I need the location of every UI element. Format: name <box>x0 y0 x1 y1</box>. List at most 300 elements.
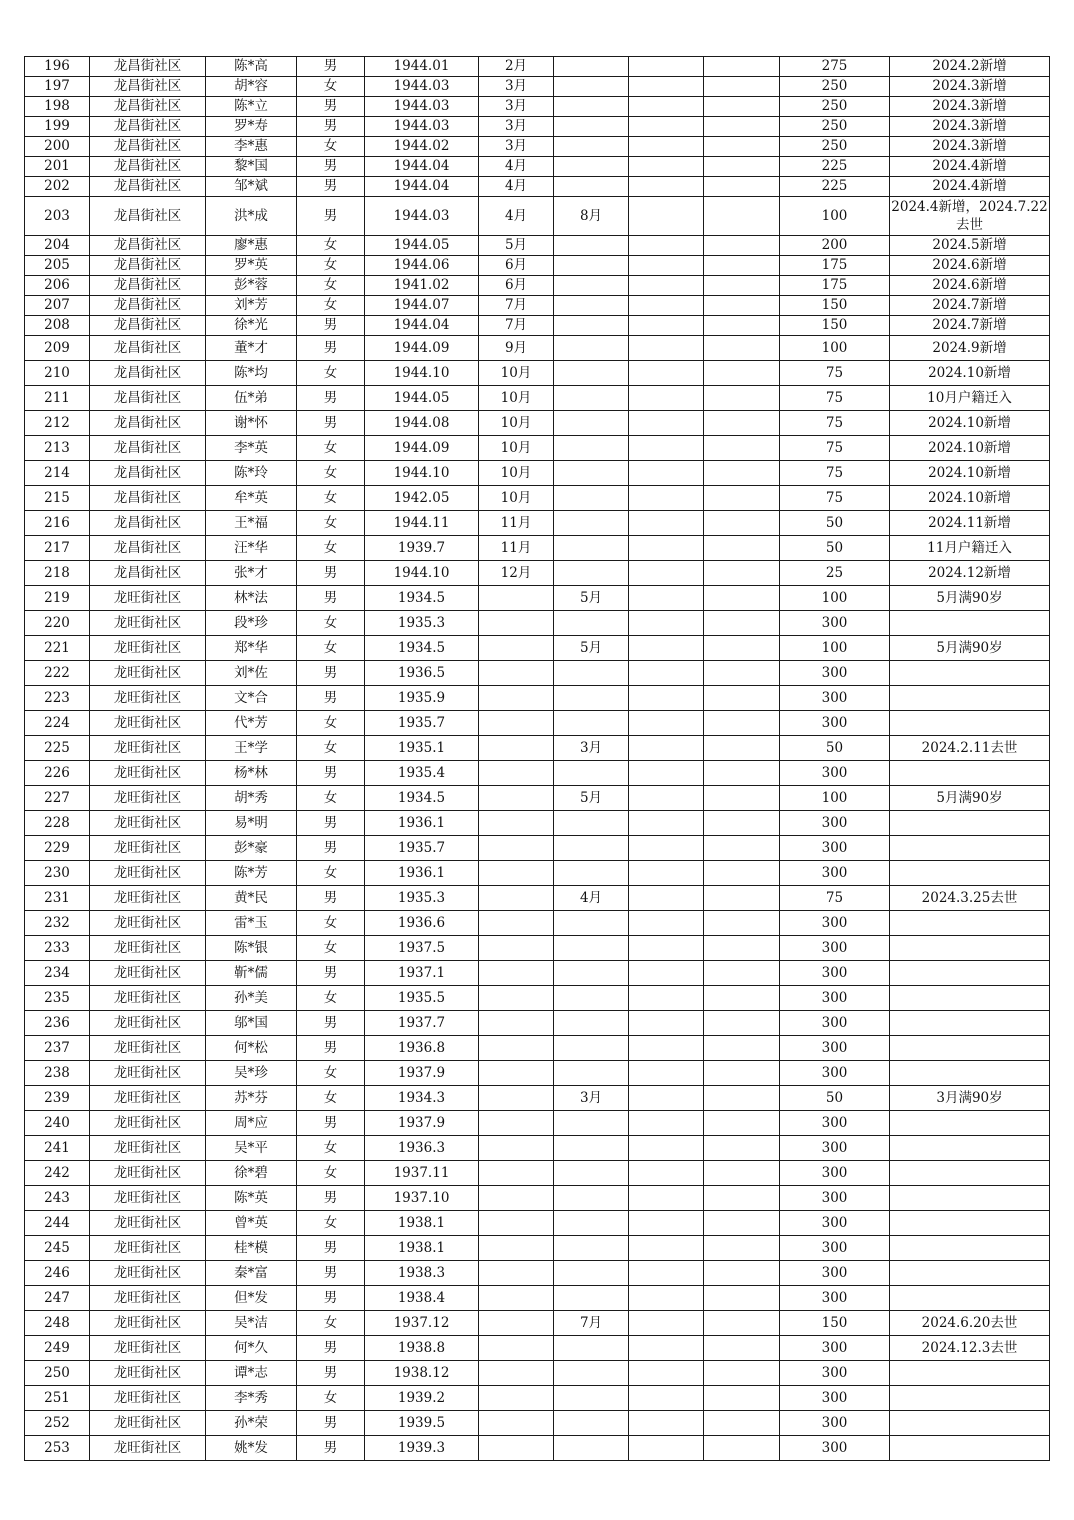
month-col-3-cell <box>629 536 704 561</box>
name-cell: 胡*秀 <box>206 786 297 811</box>
table-row <box>25 1361 1050 1386</box>
table-row <box>25 761 1050 786</box>
table-row <box>25 536 1050 561</box>
row-number-cell: 236 <box>25 1011 90 1036</box>
note-cell <box>890 1236 1050 1261</box>
community-cell: 龙旺街社区 <box>90 936 206 961</box>
row-number-cell: 205 <box>25 256 90 276</box>
birth-date-cell: 1938.4 <box>365 1286 479 1311</box>
amount-cell: 300 <box>780 836 890 861</box>
month-col-3-cell <box>629 761 704 786</box>
row-number-cell: 235 <box>25 986 90 1011</box>
table-row <box>25 961 1050 986</box>
month-col-3-cell <box>629 57 704 77</box>
table-row <box>25 1086 1050 1111</box>
row-number-cell: 221 <box>25 636 90 661</box>
month-col-4-cell <box>704 197 780 236</box>
month-col-4-cell <box>704 1311 780 1336</box>
gender-cell: 男 <box>297 586 365 611</box>
month-col-3-cell <box>629 296 704 316</box>
birth-date-cell: 1944.10 <box>365 461 479 486</box>
note-cell: 2024.12新增 <box>890 561 1050 586</box>
name-cell: 苏*芬 <box>206 1086 297 1111</box>
month-col-4-cell <box>704 256 780 276</box>
table-row <box>25 137 1050 157</box>
birth-date-cell: 1944.03 <box>365 197 479 236</box>
birth-date-cell: 1934.3 <box>365 1086 479 1111</box>
community-cell: 龙昌街社区 <box>90 316 206 336</box>
amount-cell: 300 <box>780 1136 890 1161</box>
gender-cell: 女 <box>297 1061 365 1086</box>
birth-date-cell: 1939.3 <box>365 1436 479 1461</box>
row-number-cell: 241 <box>25 1136 90 1161</box>
month-col-1-cell: 4月 <box>479 177 554 197</box>
note-cell: 2024.2新增 <box>890 57 1050 77</box>
note-cell: 2024.10新增 <box>890 461 1050 486</box>
month-col-2-cell <box>554 276 629 296</box>
community-cell: 龙旺街社区 <box>90 1036 206 1061</box>
community-cell: 龙旺街社区 <box>90 1186 206 1211</box>
gender-cell: 男 <box>297 197 365 236</box>
note-cell: 2024.9新增 <box>890 336 1050 361</box>
row-number-cell: 228 <box>25 811 90 836</box>
month-col-4-cell <box>704 686 780 711</box>
month-col-1-cell <box>479 1186 554 1211</box>
table-row <box>25 296 1050 316</box>
month-col-3-cell <box>629 486 704 511</box>
note-cell: 2024.7新增 <box>890 296 1050 316</box>
community-cell: 龙昌街社区 <box>90 256 206 276</box>
month-col-1-cell <box>479 1386 554 1411</box>
month-col-2-cell <box>554 961 629 986</box>
amount-cell: 100 <box>780 586 890 611</box>
birth-date-cell: 1937.9 <box>365 1111 479 1136</box>
name-cell: 何*久 <box>206 1336 297 1361</box>
gender-cell: 女 <box>297 536 365 561</box>
gender-cell: 男 <box>297 1361 365 1386</box>
birth-date-cell: 1935.1 <box>365 736 479 761</box>
row-number-cell: 242 <box>25 1161 90 1186</box>
birth-date-cell: 1944.04 <box>365 157 479 177</box>
month-col-4-cell <box>704 761 780 786</box>
name-cell: 陈*芳 <box>206 861 297 886</box>
name-cell: 罗*英 <box>206 256 297 276</box>
month-col-2-cell <box>554 1211 629 1236</box>
birth-date-cell: 1934.5 <box>365 636 479 661</box>
community-cell: 龙旺街社区 <box>90 736 206 761</box>
row-number-cell: 249 <box>25 1336 90 1361</box>
community-cell: 龙旺街社区 <box>90 1236 206 1261</box>
amount-cell: 250 <box>780 117 890 137</box>
month-col-4-cell <box>704 436 780 461</box>
month-col-1-cell <box>479 811 554 836</box>
community-cell: 龙旺街社区 <box>90 1311 206 1336</box>
community-cell: 龙昌街社区 <box>90 411 206 436</box>
community-cell: 龙旺街社区 <box>90 836 206 861</box>
amount-cell: 75 <box>780 361 890 386</box>
gender-cell: 女 <box>297 786 365 811</box>
amount-cell: 300 <box>780 1036 890 1061</box>
row-number-cell: 220 <box>25 611 90 636</box>
note-cell: 2024.4新增 <box>890 177 1050 197</box>
community-cell: 龙旺街社区 <box>90 661 206 686</box>
amount-cell: 300 <box>780 911 890 936</box>
gender-cell: 男 <box>297 1186 365 1211</box>
birth-date-cell: 1936.1 <box>365 811 479 836</box>
gender-cell: 男 <box>297 1436 365 1461</box>
month-col-2-cell <box>554 536 629 561</box>
month-col-2-cell <box>554 236 629 256</box>
amount-cell: 300 <box>780 1211 890 1236</box>
month-col-4-cell <box>704 836 780 861</box>
month-col-4-cell <box>704 461 780 486</box>
community-cell: 龙旺街社区 <box>90 986 206 1011</box>
note-cell: 2024.6新增 <box>890 276 1050 296</box>
amount-cell: 300 <box>780 961 890 986</box>
amount-cell: 75 <box>780 461 890 486</box>
amount-cell: 75 <box>780 886 890 911</box>
month-col-1-cell: 10月 <box>479 436 554 461</box>
name-cell: 张*才 <box>206 561 297 586</box>
month-col-3-cell <box>629 836 704 861</box>
name-cell: 靳*儒 <box>206 961 297 986</box>
month-col-4-cell <box>704 786 780 811</box>
name-cell: 黎*国 <box>206 157 297 177</box>
month-col-1-cell <box>479 711 554 736</box>
note-cell <box>890 1061 1050 1086</box>
month-col-3-cell <box>629 97 704 117</box>
month-col-2-cell <box>554 686 629 711</box>
birth-date-cell: 1935.3 <box>365 611 479 636</box>
roster-body <box>25 57 1050 1461</box>
amount-cell: 100 <box>780 336 890 361</box>
month-col-2-cell <box>554 811 629 836</box>
note-cell: 2024.3新增 <box>890 77 1050 97</box>
month-col-1-cell: 7月 <box>479 316 554 336</box>
month-col-3-cell <box>629 236 704 256</box>
gender-cell: 男 <box>297 1236 365 1261</box>
row-number-cell: 207 <box>25 296 90 316</box>
name-cell: 文*合 <box>206 686 297 711</box>
table-row <box>25 1136 1050 1161</box>
table-row <box>25 1036 1050 1061</box>
amount-cell: 250 <box>780 137 890 157</box>
amount-cell: 300 <box>780 1111 890 1136</box>
note-cell: 10月户籍迁入 <box>890 386 1050 411</box>
community-cell: 龙旺街社区 <box>90 586 206 611</box>
month-col-4-cell <box>704 117 780 137</box>
gender-cell: 女 <box>297 77 365 97</box>
table-row <box>25 861 1050 886</box>
row-number-cell: 215 <box>25 486 90 511</box>
name-cell: 彭*蓉 <box>206 276 297 296</box>
month-col-1-cell: 11月 <box>479 536 554 561</box>
row-number-cell: 226 <box>25 761 90 786</box>
month-col-4-cell <box>704 77 780 97</box>
month-col-1-cell <box>479 1061 554 1086</box>
month-col-2-cell <box>554 296 629 316</box>
month-col-4-cell <box>704 1261 780 1286</box>
note-cell <box>890 1261 1050 1286</box>
gender-cell: 女 <box>297 911 365 936</box>
row-number-cell: 232 <box>25 911 90 936</box>
amount-cell: 175 <box>780 276 890 296</box>
month-col-3-cell <box>629 1336 704 1361</box>
name-cell: 邬*国 <box>206 1011 297 1036</box>
month-col-1-cell: 3月 <box>479 117 554 137</box>
gender-cell: 女 <box>297 1161 365 1186</box>
community-cell: 龙旺街社区 <box>90 1336 206 1361</box>
month-col-3-cell <box>629 197 704 236</box>
month-col-3-cell <box>629 1436 704 1461</box>
note-cell <box>890 961 1050 986</box>
month-col-2-cell <box>554 1161 629 1186</box>
month-col-4-cell <box>704 1236 780 1261</box>
row-number-cell: 250 <box>25 1361 90 1386</box>
birth-date-cell: 1944.04 <box>365 177 479 197</box>
month-col-4-cell <box>704 861 780 886</box>
row-number-cell: 209 <box>25 336 90 361</box>
amount-cell: 300 <box>780 1361 890 1386</box>
note-cell <box>890 611 1050 636</box>
gender-cell: 女 <box>297 611 365 636</box>
amount-cell: 150 <box>780 316 890 336</box>
month-col-3-cell <box>629 561 704 586</box>
birth-date-cell: 1937.10 <box>365 1186 479 1211</box>
gender-cell: 男 <box>297 836 365 861</box>
birth-date-cell: 1944.11 <box>365 511 479 536</box>
month-col-3-cell <box>629 961 704 986</box>
note-cell <box>890 1436 1050 1461</box>
community-cell: 龙旺街社区 <box>90 886 206 911</box>
month-col-2-cell <box>554 486 629 511</box>
gender-cell: 男 <box>297 386 365 411</box>
month-col-3-cell <box>629 157 704 177</box>
month-col-4-cell <box>704 1136 780 1161</box>
note-cell <box>890 1411 1050 1436</box>
month-col-4-cell <box>704 536 780 561</box>
note-cell <box>890 661 1050 686</box>
name-cell: 但*发 <box>206 1286 297 1311</box>
birth-date-cell: 1937.1 <box>365 961 479 986</box>
row-number-cell: 218 <box>25 561 90 586</box>
note-cell: 2024.7新增 <box>890 316 1050 336</box>
amount-cell: 50 <box>780 736 890 761</box>
birth-date-cell: 1935.3 <box>365 886 479 911</box>
birth-date-cell: 1937.12 <box>365 1311 479 1336</box>
community-cell: 龙昌街社区 <box>90 436 206 461</box>
gender-cell: 女 <box>297 1211 365 1236</box>
community-cell: 龙旺街社区 <box>90 1011 206 1036</box>
row-number-cell: 223 <box>25 686 90 711</box>
table-row <box>25 511 1050 536</box>
note-cell <box>890 1386 1050 1411</box>
row-number-cell: 203 <box>25 197 90 236</box>
name-cell: 孙*荣 <box>206 1411 297 1436</box>
month-col-4-cell <box>704 886 780 911</box>
table-row <box>25 197 1050 236</box>
row-number-cell: 196 <box>25 57 90 77</box>
note-cell: 5月满90岁 <box>890 786 1050 811</box>
name-cell: 代*芳 <box>206 711 297 736</box>
amount-cell: 300 <box>780 1411 890 1436</box>
month-col-3-cell <box>629 661 704 686</box>
note-cell <box>890 911 1050 936</box>
month-col-2-cell <box>554 361 629 386</box>
month-col-4-cell <box>704 316 780 336</box>
month-col-2-cell <box>554 1436 629 1461</box>
amount-cell: 300 <box>780 1186 890 1211</box>
table-row <box>25 1236 1050 1261</box>
row-number-cell: 201 <box>25 157 90 177</box>
month-col-1-cell: 2月 <box>479 57 554 77</box>
month-col-3-cell <box>629 911 704 936</box>
name-cell: 谢*怀 <box>206 411 297 436</box>
table-row <box>25 686 1050 711</box>
community-cell: 龙旺街社区 <box>90 811 206 836</box>
community-cell: 龙旺街社区 <box>90 1386 206 1411</box>
table-row <box>25 1286 1050 1311</box>
community-cell: 龙昌街社区 <box>90 77 206 97</box>
gender-cell: 女 <box>297 636 365 661</box>
month-col-4-cell <box>704 511 780 536</box>
month-col-2-cell <box>554 1361 629 1386</box>
month-col-4-cell <box>704 361 780 386</box>
month-col-2-cell <box>554 986 629 1011</box>
month-col-1-cell: 10月 <box>479 461 554 486</box>
table-row <box>25 336 1050 361</box>
birth-date-cell: 1944.03 <box>365 97 479 117</box>
name-cell: 罗*寿 <box>206 117 297 137</box>
table-row <box>25 77 1050 97</box>
birth-date-cell: 1935.7 <box>365 836 479 861</box>
birth-date-cell: 1944.01 <box>365 57 479 77</box>
gender-cell: 男 <box>297 336 365 361</box>
month-col-3-cell <box>629 386 704 411</box>
month-col-4-cell <box>704 97 780 117</box>
table-row <box>25 611 1050 636</box>
amount-cell: 300 <box>780 761 890 786</box>
amount-cell: 300 <box>780 1261 890 1286</box>
month-col-2-cell <box>554 336 629 361</box>
month-col-3-cell <box>629 1011 704 1036</box>
month-col-1-cell <box>479 1161 554 1186</box>
community-cell: 龙昌街社区 <box>90 117 206 137</box>
name-cell: 曾*英 <box>206 1211 297 1236</box>
month-col-2-cell <box>554 1036 629 1061</box>
month-col-4-cell <box>704 486 780 511</box>
amount-cell: 75 <box>780 386 890 411</box>
row-number-cell: 234 <box>25 961 90 986</box>
month-col-3-cell <box>629 276 704 296</box>
row-number-cell: 210 <box>25 361 90 386</box>
note-cell <box>890 811 1050 836</box>
gender-cell: 男 <box>297 686 365 711</box>
birth-date-cell: 1944.09 <box>365 336 479 361</box>
note-cell: 2024.2.11去世 <box>890 736 1050 761</box>
table-row <box>25 936 1050 961</box>
gender-cell: 男 <box>297 811 365 836</box>
note-cell: 2024.10新增 <box>890 411 1050 436</box>
birth-date-cell: 1944.10 <box>365 361 479 386</box>
subsidy-roster-sheet <box>24 56 1050 1461</box>
month-col-3-cell <box>629 886 704 911</box>
name-cell: 吴*珍 <box>206 1061 297 1086</box>
month-col-2-cell <box>554 1236 629 1261</box>
row-number-cell: 227 <box>25 786 90 811</box>
gender-cell: 男 <box>297 886 365 911</box>
gender-cell: 女 <box>297 511 365 536</box>
gender-cell: 女 <box>297 296 365 316</box>
community-cell: 龙昌街社区 <box>90 361 206 386</box>
gender-cell: 男 <box>297 1011 365 1036</box>
name-cell: 胡*容 <box>206 77 297 97</box>
month-col-3-cell <box>629 1036 704 1061</box>
month-col-4-cell <box>704 411 780 436</box>
month-col-2-cell: 5月 <box>554 636 629 661</box>
name-cell: 李*秀 <box>206 1386 297 1411</box>
row-number-cell: 225 <box>25 736 90 761</box>
amount-cell: 300 <box>780 611 890 636</box>
month-col-1-cell <box>479 586 554 611</box>
month-col-1-cell <box>479 1311 554 1336</box>
month-col-3-cell <box>629 1086 704 1111</box>
month-col-4-cell <box>704 1086 780 1111</box>
month-col-3-cell <box>629 811 704 836</box>
month-col-1-cell <box>479 1411 554 1436</box>
birth-date-cell: 1938.8 <box>365 1336 479 1361</box>
month-col-2-cell <box>554 1286 629 1311</box>
name-cell: 杨*林 <box>206 761 297 786</box>
gender-cell: 男 <box>297 411 365 436</box>
birth-date-cell: 1935.5 <box>365 986 479 1011</box>
table-row <box>25 1336 1050 1361</box>
month-col-1-cell <box>479 661 554 686</box>
note-cell: 2024.6新增 <box>890 256 1050 276</box>
note-cell <box>890 1136 1050 1161</box>
month-col-2-cell <box>554 57 629 77</box>
community-cell: 龙旺街社区 <box>90 1411 206 1436</box>
month-col-3-cell <box>629 1061 704 1086</box>
community-cell: 龙旺街社区 <box>90 636 206 661</box>
month-col-3-cell <box>629 786 704 811</box>
table-row <box>25 1061 1050 1086</box>
month-col-1-cell <box>479 1361 554 1386</box>
note-cell <box>890 986 1050 1011</box>
table-row <box>25 1436 1050 1461</box>
community-cell: 龙旺街社区 <box>90 711 206 736</box>
amount-cell: 300 <box>780 986 890 1011</box>
month-col-1-cell <box>479 1136 554 1161</box>
name-cell: 王*福 <box>206 511 297 536</box>
month-col-2-cell <box>554 386 629 411</box>
month-col-4-cell <box>704 157 780 177</box>
birth-date-cell: 1936.6 <box>365 911 479 936</box>
table-row <box>25 811 1050 836</box>
table-row <box>25 636 1050 661</box>
month-col-4-cell <box>704 1436 780 1461</box>
table-row <box>25 586 1050 611</box>
amount-cell: 300 <box>780 686 890 711</box>
month-col-2-cell <box>554 761 629 786</box>
month-col-2-cell <box>554 836 629 861</box>
month-col-3-cell <box>629 936 704 961</box>
amount-cell: 225 <box>780 177 890 197</box>
month-col-2-cell <box>554 1011 629 1036</box>
month-col-1-cell: 10月 <box>479 411 554 436</box>
community-cell: 龙昌街社区 <box>90 276 206 296</box>
month-col-1-cell: 11月 <box>479 511 554 536</box>
